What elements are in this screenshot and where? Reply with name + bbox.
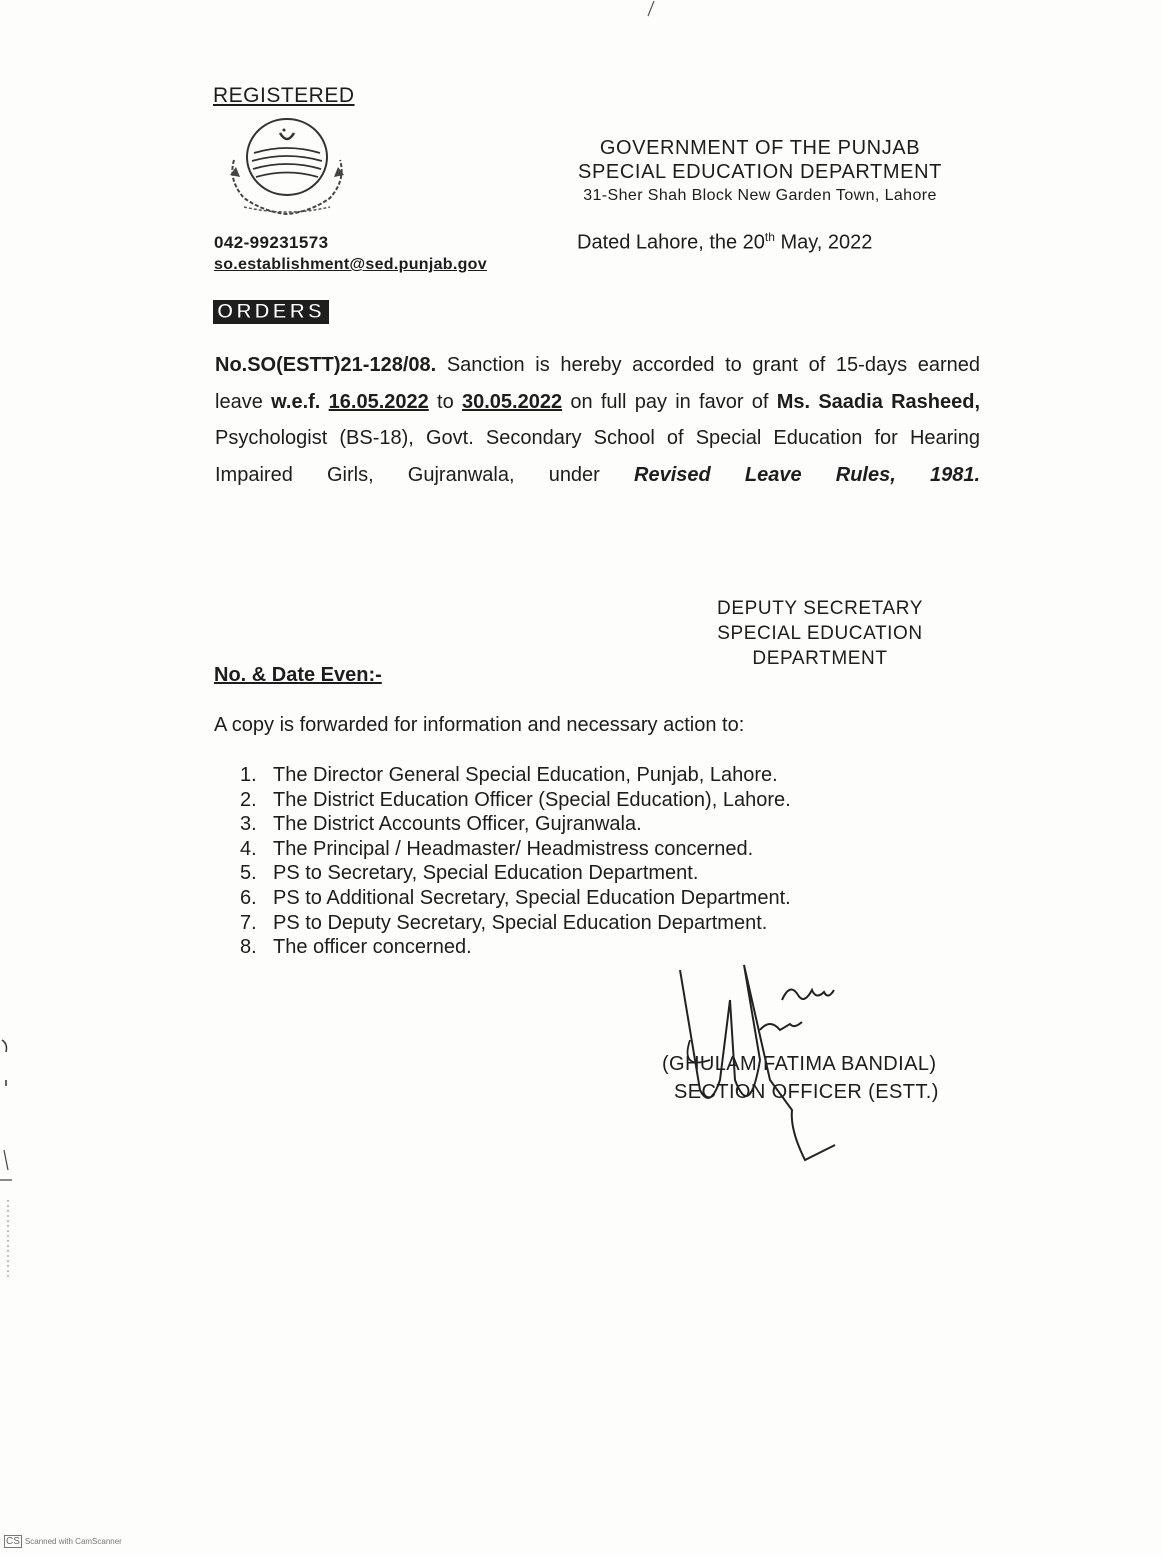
list-item — [240, 935, 791, 960]
distribution-list — [240, 763, 791, 960]
leave-end-date: 30.05.2022 — [461, 390, 563, 413]
signatory-name: (GHULAM FATIMA BANDIAL) — [662, 1053, 937, 1075]
registered-label: REGISTERED — [213, 84, 355, 107]
list-item — [240, 837, 791, 862]
list-number: 5. — [240, 862, 257, 885]
deputy-line-2: SPECIAL EDUCATION — [717, 623, 923, 644]
phone-number: 042-99231573 — [214, 233, 329, 252]
list-text: PS to Secretary, Special Education Department. — [273, 862, 699, 885]
deputy-secretary-block — [690, 596, 950, 671]
margin-marks — [0, 1030, 20, 1310]
gov-title: GOVERNMENT OF THE PUNJAB — [599, 137, 921, 159]
punjab-seal-icon — [222, 115, 352, 223]
list-item — [240, 812, 791, 837]
list-item — [240, 911, 791, 936]
deputy-line-3: DEPARTMENT — [752, 648, 888, 669]
issue-date — [577, 230, 872, 255]
department-heading — [560, 136, 960, 208]
dated-prefix: Dated Lahore, the 20 — [577, 231, 765, 254]
order-paragraph — [215, 347, 980, 493]
employee-name: Ms. Saadia Rasheed, — [776, 390, 981, 413]
camscanner-logo: CS — [6, 1536, 20, 1547]
leave-start-date: 16.05.2022 — [328, 390, 429, 413]
camscanner-text: Scanned with CamScanner — [24, 1537, 122, 1546]
order-text-3: Psychologist (BS-18), Govt. Secondary School of Special Education for Hearing Impaired Girls, Gujranwala, under — [215, 427, 980, 486]
order-text-1: Sanction is hereby accorded to grant of 15-days earned leave — [215, 354, 980, 413]
list-number: 2. — [240, 788, 257, 811]
pen-mark — [640, 0, 660, 20]
list-number: 6. — [240, 886, 257, 909]
list-text: The Director General Special Education, Punjab, Lahore. — [273, 764, 778, 786]
deputy-line-1: DEPUTY SECRETARY — [717, 598, 923, 619]
list-number: 1. — [240, 764, 257, 786]
list-item — [240, 861, 791, 886]
dated-suffix: May, 2022 — [774, 231, 873, 254]
dated-sup: th — [764, 230, 775, 244]
copy-forward-text: A copy is forwarded for information and necessary action to: — [214, 714, 745, 736]
to-word: to — [428, 390, 462, 413]
leave-rules: Revised Leave Rules, 1981. — [634, 463, 980, 486]
signature-icon — [660, 960, 860, 1170]
camscanner-watermark — [4, 1535, 122, 1548]
signatory-title: SECTION OFFICER (ESTT.) — [674, 1081, 939, 1103]
order-reference: No.SO(ESTT)21-128/08. — [215, 354, 437, 376]
list-item — [240, 763, 791, 788]
department-title: SPECIAL EDUCATION DEPARTMENT — [578, 161, 942, 183]
list-item — [240, 886, 791, 911]
list-text: The Principal / Headmaster/ Headmistress concerned. — [273, 837, 754, 860]
list-number: 3. — [240, 813, 257, 836]
email-address: so.establishment@sed.punjab.gov — [214, 256, 487, 273]
list-text: PS to Additional Secretary, Special Education Department. — [273, 886, 791, 909]
list-number: 8. — [240, 936, 257, 959]
list-text: The District Accounts Officer, Gujranwala. — [273, 813, 642, 836]
list-item — [240, 788, 791, 813]
list-text: The officer concerned. — [273, 936, 472, 959]
list-text: The District Education Officer (Special Education), Lahore. — [273, 788, 791, 811]
no-date-even: No. & Date Even:- — [214, 664, 382, 686]
wef-label: w.e.f. — [271, 390, 321, 413]
list-text: PS to Deputy Secretary, Special Education Department. — [273, 911, 768, 934]
list-number: 7. — [240, 911, 257, 934]
list-number: 4. — [240, 837, 257, 860]
department-address: 31-Sher Shah Block New Garden Town, Lahore — [583, 187, 937, 204]
orders-label: ORDERS — [213, 300, 329, 324]
order-text-2: on full pay in favor of — [562, 390, 777, 413]
